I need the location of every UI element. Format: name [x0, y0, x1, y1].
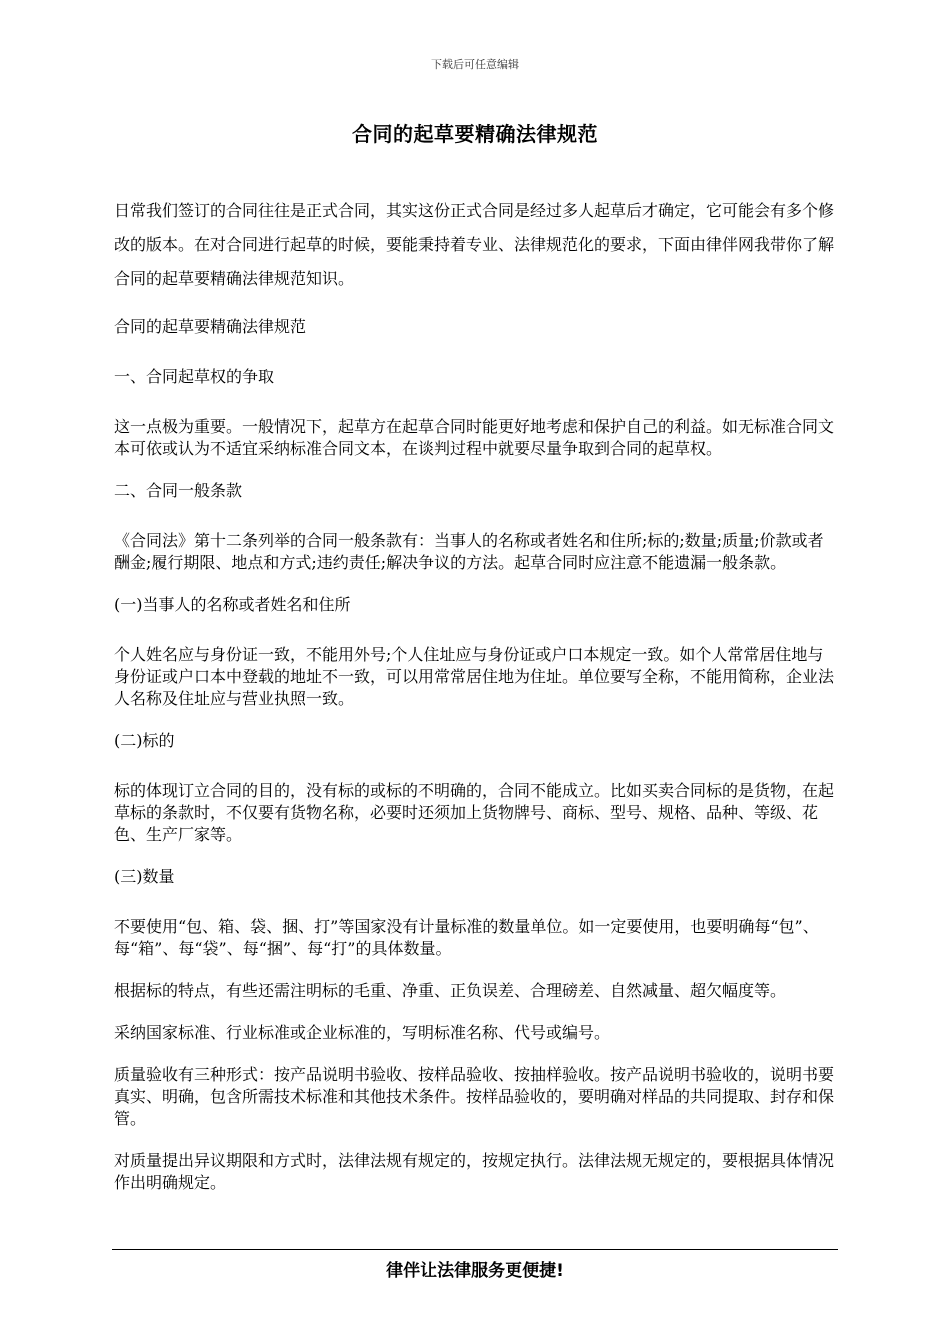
- document-title: 合同的起草要精确法律规范: [352, 122, 598, 146]
- section-heading: (二)标的: [114, 731, 175, 750]
- body-paragraph: 对质量提出异议期限和方式时，法律法规有规定的，按规定执行。法律法规无规定的，要根据具体情况作出明确规定。: [114, 1151, 835, 1192]
- body-paragraph: 《合同法》第十二条列举的合同一般条款有：当事人的名称或者姓名和住所;标的;数量;质量;价款或者酬金;履行期限、地点和方式;违约责任;解决争议的方法。起草合同时应注意不能遗漏一般条款。: [114, 531, 824, 572]
- document-body: [114, 194, 836, 1214]
- footer-slogan: 律伴让法律服务更便捷!: [386, 1261, 564, 1281]
- section-heading: 合同的起草要精确法律规范: [114, 317, 307, 336]
- body-paragraph: 质量验收有三种形式：按产品说明书验收、按样品验收、按抽样验收。按产品说明书验收的，说明书要真实、明确，包含所需技术标准和其他技术条件。按样品验收的，要明确对样品的共同提取、封存和保管。: [114, 1065, 835, 1128]
- section-heading: (三)数量: [114, 867, 175, 886]
- body-paragraph: 这一点极为重要。一般情况下，起草方在起草合同时能更好地考虑和保护自己的利益。如无标准合同文本可依或认为不适宜采纳标准合同文本，在谈判过程中就要尽量争取到合同的起草权。: [114, 417, 835, 458]
- body-paragraph: 根据标的特点，有些还需注明标的毛重、净重、正负误差、合理磅差、自然减量、超欠幅度等。: [114, 981, 787, 1000]
- section-heading: 二、合同一般条款: [114, 481, 243, 500]
- section-heading: 一、合同起草权的争取: [114, 367, 275, 386]
- body-paragraph: 不要使用“包、箱、袋、捆、打”等国家没有计量标准的数量单位。如一定要使用，也要明确每“包”、每“箱”、每“袋”、每“捆”、每“打”的具体数量。: [114, 917, 819, 958]
- footer-divider: [112, 1249, 838, 1250]
- body-paragraph: 标的体现订立合同的目的，没有标的或标的不明确的，合同不能成立。比如买卖合同标的是货物，在起草标的条款时，不仅要有货物名称，必要时还须加上货物牌号、商标、型号、规格、品种、等级、花色、生产厂家等。: [114, 781, 835, 844]
- intro-paragraph: 日常我们签订的合同往往是正式合同，其实这份正式合同是经过多人起草后才确定，它可能会有多个修改的版本。在对合同进行起草的时候，要能秉持着专业、法律规范化的要求，下面由律伴网我带你了解合同的起草要精确法律规范知识。: [114, 201, 835, 288]
- body-paragraph: 采纳国家标准、行业标准或企业标准的，写明标准名称、代号或编号。: [114, 1023, 611, 1042]
- section-heading: (一)当事人的名称或者姓名和住所: [114, 595, 351, 614]
- body-paragraph: 个人姓名应与身份证一致，不能用外号;个人住址应与身份证或户口本规定一致。如个人常常居住地与身份证或户口本中登载的地址不一致，可以用常常居住地为住址。单位要写全称，不能用简称，企业法人名称及住址应与营业执照一致。: [114, 645, 835, 708]
- header-note: 下载后可任意编辑: [431, 58, 519, 71]
